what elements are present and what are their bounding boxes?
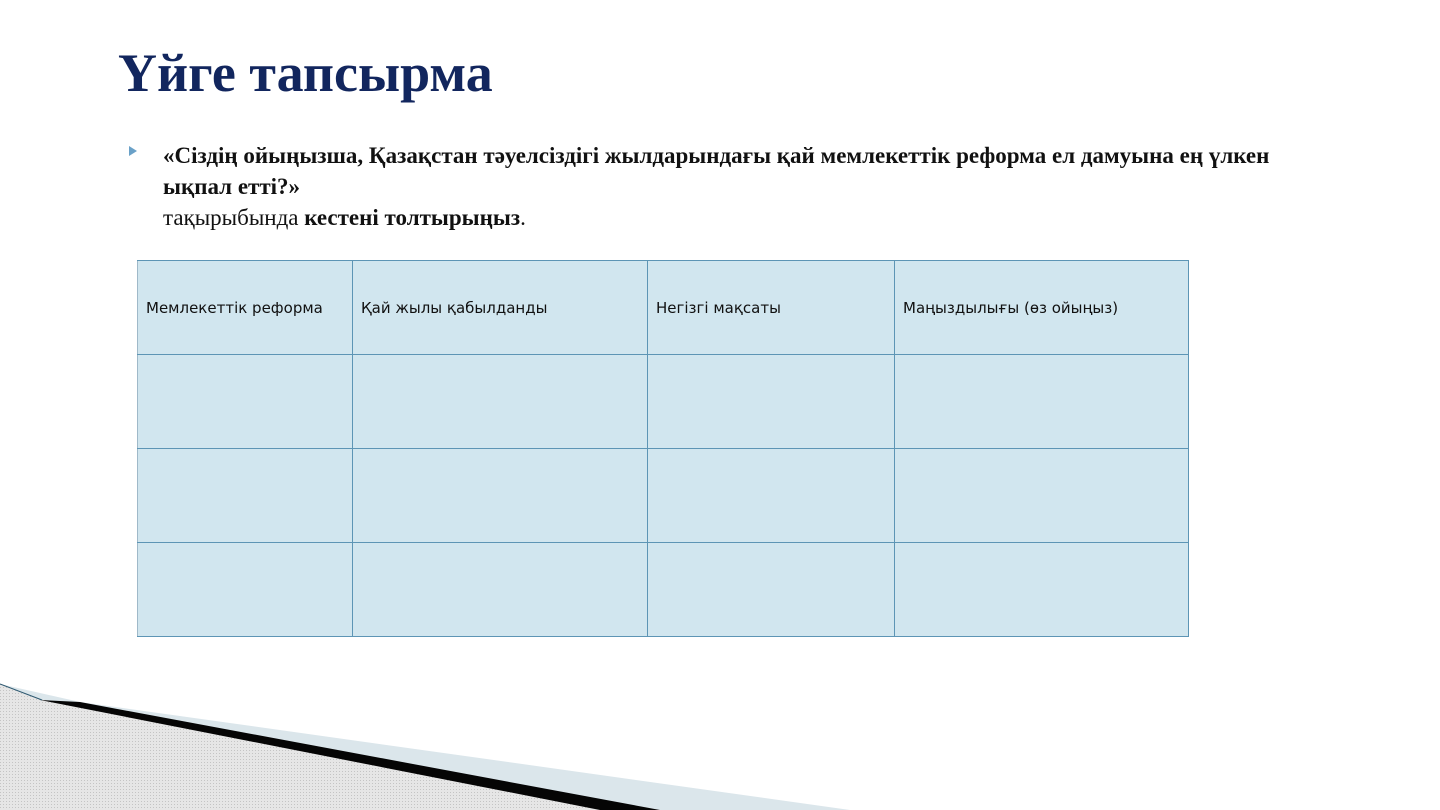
table-cell[interactable] [648, 355, 895, 449]
table-cell[interactable] [895, 355, 1189, 449]
table-cell[interactable] [353, 543, 648, 637]
table-cell[interactable] [353, 355, 648, 449]
task-instruction-suffix: . [520, 205, 526, 230]
task-instruction-bold: кестені толтырыңыз [304, 205, 521, 230]
header-reform: Мемлекеттік реформа [138, 261, 353, 355]
bullet-arrow-icon [129, 146, 137, 156]
task-text [163, 140, 1313, 233]
table-cell[interactable] [353, 449, 648, 543]
table-cell[interactable] [648, 543, 895, 637]
header-significance: Маңыздылығы (өз ойыңыз) [895, 261, 1189, 355]
table-header-row [138, 261, 1189, 355]
table-cell[interactable] [895, 543, 1189, 637]
table-cell[interactable] [138, 449, 353, 543]
reform-table [137, 260, 1189, 637]
table-row [138, 355, 1189, 449]
table-cell[interactable] [648, 449, 895, 543]
table-row [138, 543, 1189, 637]
task-question: «Сіздің ойыңызша, Қазақстан тәуелсіздігі жылдарындағы қай мемлекеттік реформа ел дамуына ең үлкен ықпал етті?» [163, 143, 1270, 199]
header-goal: Негізгі мақсаты [648, 261, 895, 355]
task-instruction-prefix: тақырыбында [163, 205, 305, 230]
table-cell[interactable] [895, 449, 1189, 543]
header-year: Қай жылы қабылданды [353, 261, 648, 355]
table-cell[interactable] [138, 543, 353, 637]
table-row [138, 449, 1189, 543]
slide-title: Үйге тапсырма [118, 43, 493, 103]
table-cell[interactable] [138, 355, 353, 449]
